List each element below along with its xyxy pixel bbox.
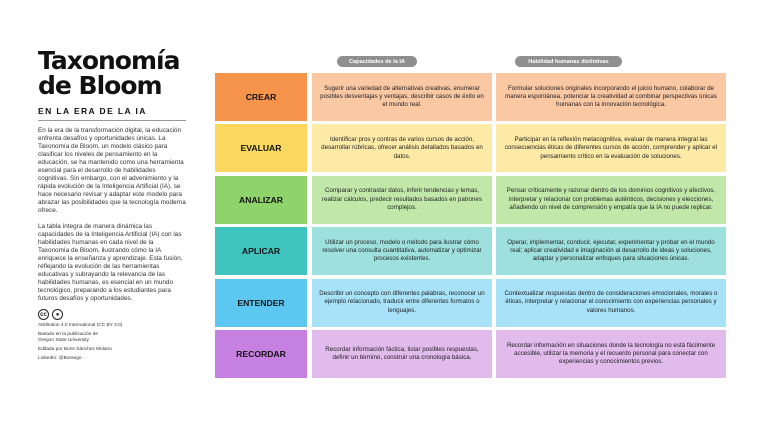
page-subtitle: EN LA ERA DE LA IA: [38, 106, 186, 121]
cc-icon: cc: [38, 309, 49, 320]
license-text: Attribution 4.0 International (CC BY 4.0): [38, 323, 123, 328]
ia-capability-cell: Identificar pros y contras de varios cursos de acción, desarrollar rúbricas, ofrecer análisis detallados basados en datos.: [312, 124, 492, 172]
human-skill-cell: Pensar críticamente y razonar dentro de los dominios cognitivos y afectivos, interpretar y relacionar con problemas auténticos, decisiones y elecciones, añadiendo un nivel de comprensión y empatía que la IA no puede replicar.: [496, 176, 726, 224]
title-line-1: Taxonomía: [38, 46, 180, 75]
human-skill-cell: Contextualizar respuestas dentro de consideraciones emocionales, morales o éticas, interpretar y relacionar el conocimiento con experiencias personales y valores humanos.: [496, 279, 726, 327]
header-human-skills: Habilidad humanas distintivas: [515, 56, 622, 67]
ia-capability-cell: Utilizar un proceso, modelo o método para ilustrar cómo resolver una consulta cuantitativa, automatizar y optimizar procesos existentes.: [312, 227, 492, 275]
level-label: ANALIZAR: [215, 176, 307, 224]
based-on-line-1: Basado en la publicación de: [38, 332, 99, 337]
human-skill-cell: Recordar información en situaciones donde la tecnología no está fácilmente accesible, utilizar la memoria y el recuerdo personal para conectar con experiencias y conocimientos previos.: [496, 330, 726, 378]
ia-capability-cell: Comparar y contrastar datos, inferir tendencias y temas, realizar cálculos, predecir resultados basados en patrones complejos.: [312, 176, 492, 224]
linkedin-handle: LinkedIn: @Borsego: [38, 356, 82, 361]
human-skill-cell: Participar en la reflexión metacognitiva, evaluar de manera integral las consecuencias éticas de diferentes cursos de acción, comprender y aplicar el pensamiento crítico en la evaluación de soluciones.: [496, 124, 726, 172]
header-ia-capabilities: Capacidades de la IA: [337, 56, 417, 67]
ia-capability-cell: Recordar información fáctica, listar posibles respuestas, definir un término, construir una cronología básica.: [312, 330, 492, 378]
table-row: [215, 227, 726, 275]
table-row: [215, 176, 726, 224]
table-row: [215, 73, 726, 121]
table-row: [215, 279, 726, 327]
intro-panel: [38, 48, 186, 362]
taxonomy-table: [215, 73, 726, 381]
intro-paragraph-1: En la era de la transformación digital, la educación enfrenta desafíos y oportunidades únicas. La Taxonomía de Bloom, un modelo clásico para clasificar los niveles de pensamiento en la educación, se ha mantenido como una herramienta esencial para el desarrollo de habilidades cognitivas. Sin embargo, con el advenimiento y la rápida evolución de la Inteligencia Artificial (IA), se hace necesario revisar y adaptar este modelo para abrazar las posibilidades que la tecnología moderna ofrece.: [38, 127, 186, 214]
based-on-line-2: Oregon State University: [38, 338, 89, 343]
edited-by: Editada por Boris Sánchez Molano: [38, 347, 112, 352]
table-row: [215, 330, 726, 378]
license-icons: [38, 309, 186, 320]
human-skill-cell: Formular soluciones originales incorporando el juicio humano, colaborar de manera espontánea, potenciar la creatividad al combinar perspectivas únicas humanas con la innovación tecnológica.: [496, 73, 726, 121]
level-label: RECORDAR: [215, 330, 307, 378]
human-skill-cell: Operar, implementar, conducir, ejecutar, experimentar y probar en el mundo real; aplicar creatividad e imaginación al desarrollo de ideas y soluciones, adaptar y personalizar enfoques para situaciones únicas.: [496, 227, 726, 275]
level-label: CREAR: [215, 73, 307, 121]
title-line-2: de Bloom: [38, 71, 162, 100]
ia-capability-cell: Describir un concepto con diferentes palabras, reconocer un ejemplo relacionado, traducir entre diferentes formatos o lenguajes.: [312, 279, 492, 327]
by-icon: ●: [52, 309, 63, 320]
table-row: [215, 124, 726, 172]
level-label: APLICAR: [215, 227, 307, 275]
level-label: EVALUAR: [215, 124, 307, 172]
page-title: [38, 48, 186, 98]
ia-capability-cell: Sugerir una variedad de alternativas creativas, enumerar posibles desventajas y ventajas, describir casos de éxito en el mundo real.: [312, 73, 492, 121]
level-label: ENTENDER: [215, 279, 307, 327]
intro-paragraph-2: La tabla íntegra de manera dinámica las capacidades de la Inteligencia Artificial (IA) con las habilidades humanas en cada nivel de la Taxonomía de Bloom, ilustrando cómo la IA enriquece la enseñanza y aprendizaje. Esta fusión, reflejando la evolución de las herramientas educativas y subrayando la relevancia de las habilidades humanas, es esencial en un mundo tecnológico, preparando a los estudiantes para futuros desafíos y oportunidades.: [38, 223, 183, 302]
